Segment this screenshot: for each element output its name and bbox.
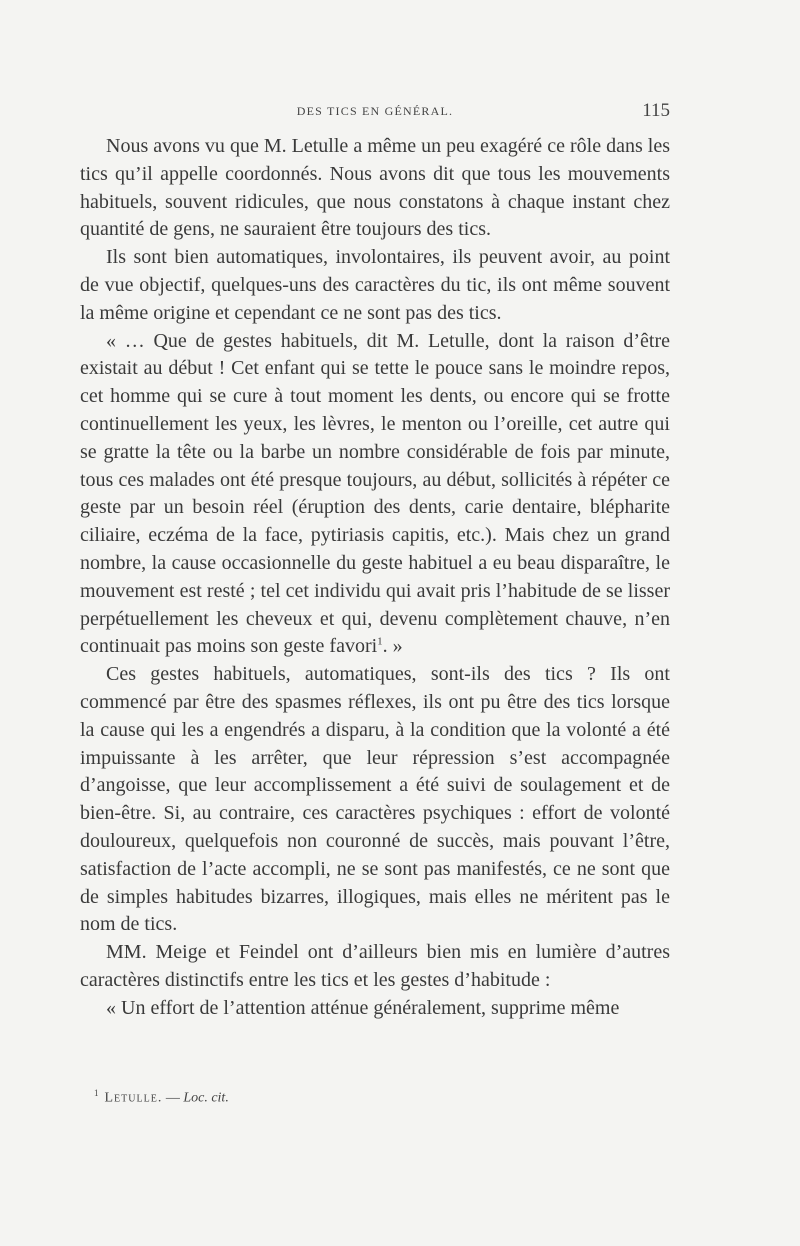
footnote-author: Letulle. bbox=[104, 1090, 163, 1106]
paragraph-5: MM. Meige et Feindel ont d’ailleurs bien mis en lumière d’autres caractères distinctifs entre les tics et les gestes d’habitude : bbox=[80, 941, 670, 991]
body-text bbox=[80, 133, 670, 1023]
paragraph-4: Ces gestes habituels, automatiques, sont-ils des tics ? Ils ont commencé par être des spasmes réflexes, ils ont pu être des tics lorsque la cause qui les a engendrés a disparu, à la condition que la volonté a été impuissante à les arrêter, que leur répression s’est accompagnée d’angoisse, que leur accomplissement a été suivi de soulagement et de bien-être. Si, au contraire, ces caractères psychiques : effort de volonté douloureux, quelquefois non couronné de succès, mais pouvant l’être, satisfaction de l’acte accompli, ne se sont pas manifestés, ce ne sont que de simples habitudes bizarres, illogiques, mais elles ne méritent pas le nom de tics. bbox=[80, 663, 670, 936]
paragraph-3-quotation bbox=[80, 328, 670, 662]
running-title: DES TICS EN GÉNÉRAL. bbox=[296, 104, 454, 118]
paragraph-2: Ils sont bien automatiques, involontaires, ils peuvent avoir, au point de vue objectif, quelques-uns des caractères du tic, ils ont même souvent la même origine et cependant ce ne sont pas des tics. bbox=[80, 246, 670, 324]
quotation-text: « … Que de gestes habituels, dit M. Letulle, dont la raison d’être existait au début ! Cet enfant qui se tette le pouce sans le moindre repos, cet homme qui se cure à tout moment les dents, ou encore qui se frotte continuellement les yeux, les lèvres, le menton ou l’oreille, cet autre qui se gratte la tête ou la barbe un nombre considérable de fois par minute, tous ces malades ont été presque toujours, au début, sollicités à répéter ce geste par un besoin réel (éruption des dents, carie dentaire, blépharite ciliaire, eczéma de la face, pytiriasis capitis, etc.). Mais chez un grand nombre, la cause occasionnelle du geste habituel a eu beau disparaître, le mouvement est resté ; tel cet individu qui avait pris l’habitude de se lisser perpétuellement les cheveux et qui, devenu complètement chauve, n’en continuait pas moins son geste favori bbox=[80, 329, 670, 658]
paragraph-1: Nous avons vu que M. Letulle a même un peu exagéré ce rôle dans les tics qu’il appelle coordonnés. Nous avons dit que tous les mouvements habituels, souvent ridicules, que nous constatons à chaque instant chez quantité de gens, ne sauraient être toujours des tics. bbox=[80, 135, 670, 241]
footnote-mark: 1 bbox=[94, 1088, 99, 1098]
running-head bbox=[80, 100, 670, 130]
paragraph-6: « Un effort de l’attention atténue généralement, supprime même bbox=[106, 996, 620, 1019]
footnote-reference: 1 bbox=[377, 635, 383, 648]
quotation-end: . » bbox=[382, 635, 403, 658]
footnote-dash: — bbox=[162, 1090, 184, 1106]
footnote-reference-text: Loc. cit. bbox=[183, 1090, 229, 1106]
page-number: 115 bbox=[642, 100, 670, 121]
footnote bbox=[94, 1088, 664, 1107]
